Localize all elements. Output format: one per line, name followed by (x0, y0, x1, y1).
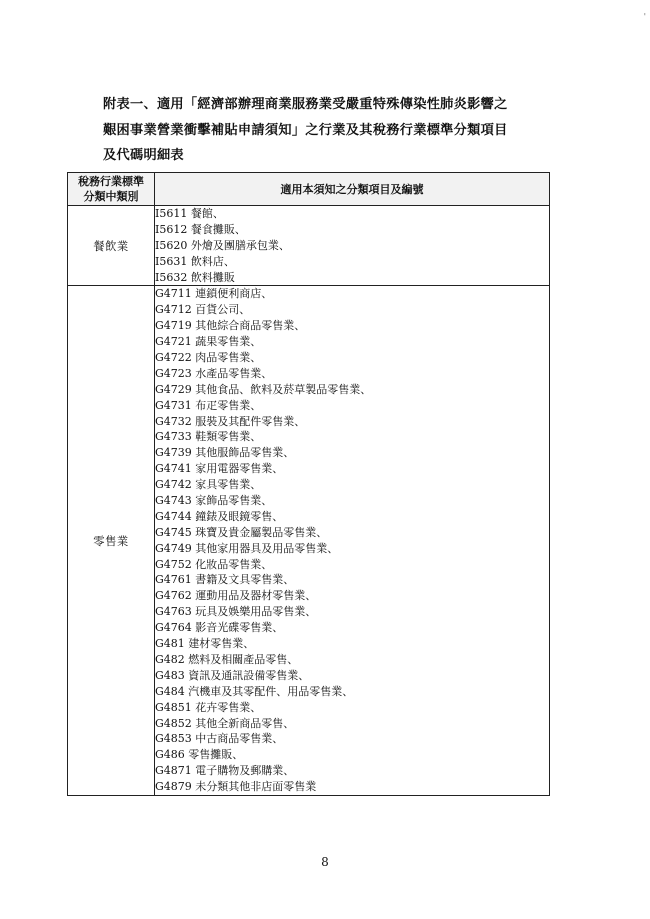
title-line: 及代碼明細表 (103, 148, 184, 163)
header-category-line: 分類中類別 (83, 190, 139, 203)
list-item: I5611 餐館、 (155, 207, 224, 220)
list-item: G4761 書籍及文具零售業、 (155, 573, 295, 587)
corner-mark: ' (643, 12, 646, 21)
list-item: G4743 家飾品零售業、 (155, 494, 273, 508)
category-cell-food: 餐飲業 (68, 206, 155, 286)
list-item: G4723 水產品零售業、 (155, 366, 273, 380)
list-item: G4744 鐘錶及眼鏡零售、 (155, 509, 284, 523)
list-item: G484 汽機車及其零配件、用品零售業、 (155, 684, 354, 698)
list-item: G4764 影音光碟零售業、 (155, 621, 284, 635)
list-item: G4722 肉品零售業、 (155, 351, 262, 365)
document-title (103, 92, 573, 169)
list-item: G4729 其他食品、飲料及菸草製品零售業、 (155, 382, 372, 396)
list-item: G4741 家用電器零售業、 (155, 462, 284, 476)
page-number: 8 (321, 855, 329, 869)
list-item: G4733 鞋類零售業、 (155, 430, 262, 444)
list-item: G4853 中古商品零售業、 (155, 732, 284, 746)
list-item: I5632 飲料攤販 (155, 270, 235, 284)
header-category-cell (68, 173, 155, 206)
list-item: G4731 布疋零售業、 (155, 398, 262, 412)
table-row (68, 286, 550, 796)
list-item: G4732 服裝及其配件零售業、 (155, 414, 306, 428)
list-item: G4712 百貨公司、 (155, 303, 251, 317)
list-item: G486 零售攤販、 (155, 748, 244, 762)
items-cell-food (155, 206, 550, 286)
title-line: 艱困事業營業衝擊補貼申請須知」之行業及其稅務行業標準分類項目 (103, 122, 508, 138)
list-item: G4721 蔬果零售業、 (155, 335, 262, 349)
industry-code-table (67, 172, 550, 796)
title-line: 附表一、適用「經濟部辦理商業服務業受嚴重特殊傳染性肺炎影響之 (103, 97, 508, 112)
table-row (68, 206, 550, 286)
list-item: G483 資訊及通訊設備零售業、 (155, 668, 310, 682)
table-header-row (68, 173, 550, 206)
list-item: G481 建材零售業、 (155, 637, 255, 651)
list-item: G4749 其他家用器具及用品零售業、 (155, 541, 339, 555)
list-item: G4852 其他全新商品零售、 (155, 716, 295, 730)
list-item: I5631 飲料店、 (155, 254, 235, 268)
category-cell-retail: 零售業 (68, 286, 155, 796)
list-item: I5612 餐食攤販、 (155, 222, 246, 236)
list-item: G4879 未分類其他非店面零售業 (155, 780, 317, 794)
items-cell-retail (155, 286, 550, 796)
header-category-line: 稅務行業標準 (78, 175, 144, 188)
list-item: G4711 連鎖便利商店、 (155, 287, 273, 301)
list-item: G4871 電子購物及郵購業、 (155, 764, 295, 778)
list-item: G4851 花卉零售業、 (155, 700, 262, 714)
list-item: G4742 家具零售業、 (155, 478, 262, 492)
list-item: G4762 運動用品及器材零售業、 (155, 589, 317, 603)
list-item: I5620 外燴及團膳承包業、 (155, 238, 290, 252)
list-item: G4752 化妝品零售業、 (155, 557, 273, 571)
header-items-cell: 適用本須知之分類項目及編號 (155, 173, 550, 206)
list-item: G482 燃料及相關產品零售、 (155, 652, 299, 666)
list-item: G4745 珠寶及貴金屬製品零售業、 (155, 525, 328, 539)
list-item: G4739 其他服飾品零售業、 (155, 446, 295, 460)
list-item: G4763 玩具及娛樂用品零售業、 (155, 605, 317, 619)
list-item: G4719 其他綜合商品零售業、 (155, 319, 306, 333)
